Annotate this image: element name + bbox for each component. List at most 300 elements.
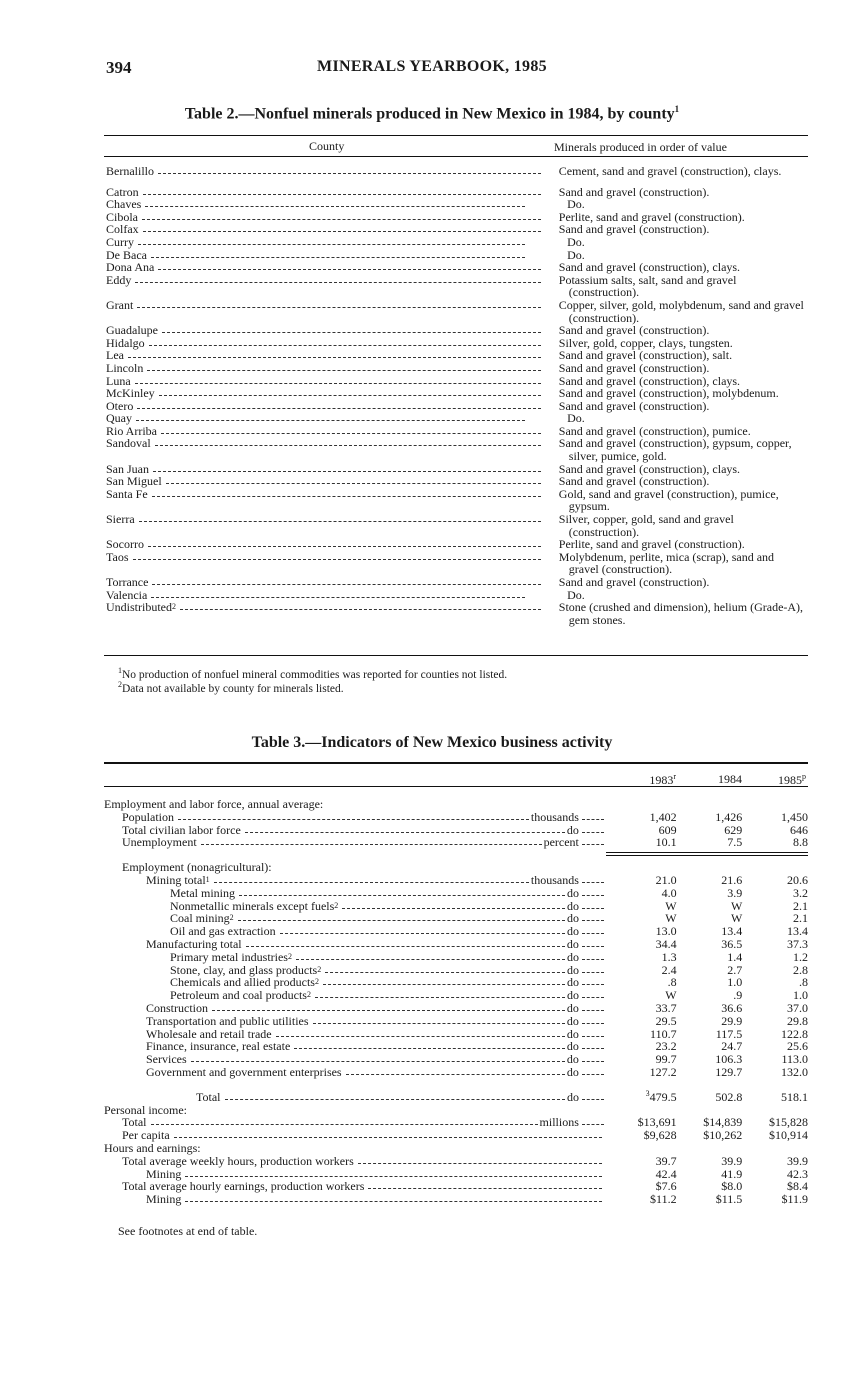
table-row xyxy=(104,1040,808,1053)
leader-dots xyxy=(135,375,541,384)
footnote-mark: 2 xyxy=(287,951,292,961)
value-text: 21.6 xyxy=(721,872,743,887)
leader-dots xyxy=(582,989,604,998)
minerals-cell: Sand and gravel (construction), clays. xyxy=(558,461,741,476)
unit-label: do xyxy=(566,936,579,951)
county-cell xyxy=(106,362,551,375)
table-row xyxy=(106,538,806,551)
leader-dots xyxy=(582,938,604,947)
minerals-cell: Do. xyxy=(567,587,585,602)
section-heading xyxy=(104,798,808,811)
row-label-text: Chemicals and allied products xyxy=(170,975,315,990)
table-row xyxy=(104,1155,808,1168)
value-text: 1.3 xyxy=(661,949,677,964)
county-name: Quay xyxy=(106,411,132,426)
value-text: $11.9 xyxy=(781,1192,808,1207)
county-cell xyxy=(106,186,551,199)
county-name: Hidalgo xyxy=(106,335,145,350)
value-text: 39.9 xyxy=(721,1153,743,1168)
leader-dots xyxy=(152,488,541,497)
minerals-cell: Sand and gravel (construction). xyxy=(558,474,710,489)
minerals-cell: Sand and gravel (construction). xyxy=(558,222,710,237)
value-text: 99.7 xyxy=(655,1052,677,1067)
minerals-cell: Perlite, sand and gravel (construction). xyxy=(558,209,745,224)
row-label xyxy=(104,836,604,849)
county-cell xyxy=(106,299,551,324)
value-text: 42.3 xyxy=(787,1166,808,1181)
county-cell xyxy=(106,551,551,576)
row-label xyxy=(104,1116,604,1129)
county-cell xyxy=(106,475,551,488)
table-row xyxy=(106,601,806,626)
leader-dots xyxy=(128,349,541,358)
row-label-text: Coal mining xyxy=(170,911,230,926)
value-text: $9,628 xyxy=(643,1128,677,1143)
leader-dots xyxy=(153,463,541,472)
county-cell xyxy=(106,425,551,438)
row-label-text: Construction xyxy=(146,1000,208,1015)
value-cell xyxy=(677,836,743,849)
table-row xyxy=(104,874,808,887)
leader-dots xyxy=(582,976,604,985)
leader-dots xyxy=(582,874,604,883)
leader-dots xyxy=(582,900,604,909)
value-text: W xyxy=(665,911,677,926)
minerals-cell: Stone (crushed and dimension), helium (Grade-A), gem stones. xyxy=(558,600,804,627)
value-text: 42.4 xyxy=(655,1166,677,1181)
county-cell xyxy=(106,488,551,513)
leader-dots xyxy=(151,249,525,258)
unit-label: do xyxy=(566,898,579,913)
value-text: 37.3 xyxy=(787,936,808,951)
value-text: $13,691 xyxy=(637,1115,677,1130)
value-text: 502.8 xyxy=(715,1089,743,1104)
row-label-text: Mining total xyxy=(146,872,206,887)
county-name: Chaves xyxy=(106,197,142,212)
row-label-text: Metal mining xyxy=(170,885,235,900)
value-text: $11.2 xyxy=(650,1192,677,1207)
table-row xyxy=(106,261,806,274)
value-text: 37.0 xyxy=(787,1000,808,1015)
county-name: Eddy xyxy=(106,272,132,287)
minerals-cell: Perlite, sand and gravel (construction). xyxy=(558,537,745,552)
county-footnote-mark: 2 xyxy=(172,602,176,612)
table-row xyxy=(106,236,806,249)
value-text: $15,828 xyxy=(769,1115,809,1130)
table-row xyxy=(106,274,806,299)
value-text: .8 xyxy=(798,975,808,990)
leader-dots xyxy=(149,337,541,346)
value-text: $10,914 xyxy=(769,1128,809,1143)
leader-dots xyxy=(582,1028,604,1037)
county-cell xyxy=(106,601,551,626)
leader-dots xyxy=(133,551,541,560)
table2-bottom-rule xyxy=(104,655,808,656)
table-row xyxy=(104,1066,808,1079)
leader-dots xyxy=(151,589,525,598)
value-text: 2.1 xyxy=(792,898,808,913)
county-name: Grant xyxy=(106,297,134,312)
minerals-cell: Silver, gold, copper, clays, tungsten. xyxy=(558,335,733,350)
row-label-text: Nonmetallic minerals except fuels xyxy=(170,898,335,913)
unit-label: do xyxy=(566,885,579,900)
leader-dots xyxy=(137,400,540,409)
footnote-mark: 2 xyxy=(306,990,311,1000)
value-text: 13.0 xyxy=(655,924,677,939)
county-name: Catron xyxy=(106,184,139,199)
county-name: Valencia xyxy=(106,587,148,602)
leader-dots xyxy=(166,475,541,484)
value-text: 23.2 xyxy=(655,1039,677,1054)
value-text: 479.5 xyxy=(649,1089,677,1104)
table-row xyxy=(106,551,806,576)
value-text: 20.6 xyxy=(787,872,808,887)
table-row xyxy=(104,824,808,837)
table-row xyxy=(106,513,806,538)
table-row xyxy=(106,198,806,211)
value-cell xyxy=(604,1066,677,1079)
leader-dots xyxy=(201,836,542,845)
unit-label: do xyxy=(566,911,579,926)
spacer xyxy=(104,1079,808,1091)
leader-dots xyxy=(238,912,565,921)
unit-label: do xyxy=(566,1026,579,1041)
see-footnotes: See footnotes at end of table. xyxy=(118,1224,258,1238)
unit-label: do xyxy=(566,1039,579,1054)
row-label-text: Transportation and public utilities xyxy=(146,1013,309,1028)
table-row xyxy=(106,576,806,589)
minerals-cell: Sand and gravel (construction), molybdenum. xyxy=(558,386,779,401)
leader-dots xyxy=(246,938,565,947)
leader-dots xyxy=(135,274,540,283)
county-cell xyxy=(106,165,551,178)
minerals-cell: Sand and gravel (construction). xyxy=(558,398,710,413)
col-1983: 1983$^r$ xyxy=(649,772,676,787)
table-row xyxy=(104,1015,808,1028)
county-cell xyxy=(106,576,551,589)
minerals-cell: Gold, sand and gravel (construction), pumice, gypsum. xyxy=(558,486,779,514)
unit-label: do xyxy=(566,1013,579,1028)
value-text: 29.9 xyxy=(721,1013,743,1028)
county-cell xyxy=(106,261,551,274)
leader-dots xyxy=(143,186,541,195)
value-text: 117.5 xyxy=(715,1026,743,1041)
leader-dots xyxy=(582,1002,604,1011)
leader-dots xyxy=(582,1053,604,1062)
value-text: 36.6 xyxy=(721,1000,743,1015)
value-text: 609 xyxy=(658,822,677,837)
leader-dots xyxy=(315,989,565,998)
unit-label: do xyxy=(566,924,579,939)
leader-dots xyxy=(148,538,541,547)
county-name: Rio Arriba xyxy=(106,423,157,438)
value-text: $8.4 xyxy=(787,1179,809,1194)
county-name: San Juan xyxy=(106,461,149,476)
leader-dots xyxy=(178,811,529,820)
footnote-mark: 2 xyxy=(314,977,319,987)
section-label: Personal income: xyxy=(104,1102,187,1117)
table-row xyxy=(106,362,806,375)
footnote-mark: 2 xyxy=(229,913,234,923)
leader-dots xyxy=(313,1015,565,1024)
county-cell xyxy=(106,538,551,551)
row-label-text: Petroleum and coal products xyxy=(170,988,307,1003)
table-row xyxy=(106,186,806,199)
value-text: 1,450 xyxy=(781,809,809,824)
table-row xyxy=(104,1129,808,1142)
value-text: 127.2 xyxy=(649,1064,677,1079)
value-text: 2.8 xyxy=(792,962,808,977)
value-text: 4.0 xyxy=(661,885,677,900)
table2-col-county: County xyxy=(309,139,345,153)
value-text: 39.9 xyxy=(787,1153,809,1168)
table-row xyxy=(104,811,808,824)
leader-dots xyxy=(582,951,604,960)
value-text: 10.1 xyxy=(655,835,677,850)
county-name: Otero xyxy=(106,398,134,413)
county-name: Curry xyxy=(106,234,134,249)
minerals-cell: Sand and gravel (construction), pumice. xyxy=(558,423,751,438)
row-label-text: Stone, clay, and glass products xyxy=(170,962,318,977)
leader-dots xyxy=(245,824,565,833)
row-label xyxy=(104,1129,604,1142)
minerals-cell: Copper, silver, gold, molybdenum, sand and gravel (construction). xyxy=(558,297,804,325)
value-text: 2.1 xyxy=(792,911,808,926)
county-cell xyxy=(106,223,551,236)
footnote-mark: 2 xyxy=(317,964,322,974)
table-row xyxy=(106,223,806,236)
minerals-cell: Do. xyxy=(567,411,585,426)
minerals-cell: Cement, sand and gravel (construction), clays. xyxy=(558,164,782,178)
page-number: 394 xyxy=(106,58,132,77)
value-text: 1.2 xyxy=(792,949,808,964)
value-text: 1.4 xyxy=(727,949,743,964)
minerals-cell: Do. xyxy=(567,247,585,262)
minerals-cell: Sand and gravel (construction), salt. xyxy=(558,348,733,363)
row-label xyxy=(104,1015,604,1028)
minerals-cell: Sand and gravel (construction), clays. xyxy=(558,260,741,275)
county-name: Luna xyxy=(106,373,131,388)
leader-dots xyxy=(212,1002,565,1011)
minerals-cell: Potassium salts, salt, sand and gravel (construction). xyxy=(558,272,737,300)
table-row xyxy=(106,299,806,324)
section-label: Employment and labor force, annual average: xyxy=(104,797,324,811)
value-text: W xyxy=(665,898,677,913)
leader-dots xyxy=(161,425,541,434)
table-row xyxy=(104,1088,808,1104)
value-text: 36.5 xyxy=(721,936,743,951)
county-cell xyxy=(106,274,551,299)
row-label-text: Mining xyxy=(146,1166,182,1181)
row-label-text: Finance, insurance, real estate xyxy=(146,1039,291,1054)
leader-dots xyxy=(276,1028,565,1037)
table2-title: Table 2.—Nonfuel minerals produced in New Mexico in 1984, by county$^1$ xyxy=(184,104,680,123)
table2-header-rule xyxy=(104,156,808,157)
value-text: 1,402 xyxy=(649,809,677,824)
leader-dots xyxy=(136,412,525,421)
unit-label: do xyxy=(566,962,579,977)
value-text: 1,426 xyxy=(715,809,743,824)
county-name: Lea xyxy=(106,348,124,363)
row-label-text: Total civilian labor force xyxy=(122,822,241,837)
double-rule xyxy=(606,852,808,856)
value-text: 129.7 xyxy=(715,1064,743,1079)
row-label-text: Total average weekly hours, production workers xyxy=(122,1153,354,1168)
county-cell xyxy=(106,375,551,388)
value-text: 7.5 xyxy=(727,835,743,850)
table2-col-minerals: Minerals produced in order of value xyxy=(554,140,727,154)
value-cell xyxy=(604,1088,677,1104)
value-text: 2.7 xyxy=(727,962,743,977)
county-name: Bernalillo xyxy=(106,164,154,178)
section-heading xyxy=(104,861,808,874)
row-label xyxy=(104,811,604,824)
unit-label: millions xyxy=(539,1115,579,1130)
county-cell xyxy=(106,211,551,224)
leader-dots xyxy=(239,887,565,896)
value-cell xyxy=(677,1066,743,1079)
row-label xyxy=(104,938,604,951)
leader-dots xyxy=(158,261,540,270)
unit-label: do xyxy=(567,1089,579,1104)
leader-dots xyxy=(582,1015,604,1024)
value-text: 24.7 xyxy=(721,1039,743,1054)
row-label-text: Manufacturing total xyxy=(146,936,242,951)
leader-dots xyxy=(155,437,541,446)
table-row xyxy=(104,938,808,951)
value-text: 21.0 xyxy=(655,872,677,887)
leader-dots xyxy=(582,811,604,820)
table3-header-rule xyxy=(104,786,808,787)
minerals-cell: Sand and gravel (construction), gypsum, copper, silver, pumice, gold. xyxy=(558,436,792,464)
leader-dots xyxy=(159,387,541,396)
row-label-text: Total xyxy=(196,1089,221,1104)
value-text: $11.5 xyxy=(715,1192,743,1207)
row-label xyxy=(104,1002,604,1015)
value-text: .8 xyxy=(667,975,677,990)
county-name: Guadalupe xyxy=(106,323,158,338)
value-cell xyxy=(742,1129,808,1142)
leader-dots xyxy=(139,513,541,522)
county-cell xyxy=(106,324,551,337)
table2-body xyxy=(106,165,806,626)
table-row xyxy=(104,836,808,849)
value-text: $8.0 xyxy=(721,1179,743,1194)
leader-dots xyxy=(185,1168,602,1177)
value-text: W xyxy=(665,988,677,1003)
leader-dots xyxy=(582,836,604,845)
value-text: 518.1 xyxy=(780,1089,808,1104)
table-row xyxy=(106,324,806,337)
row-label xyxy=(104,1155,604,1168)
footnote-1: $^1$No production of nonfuel mineral commodities was reported for counties not listed. xyxy=(118,666,508,681)
value-text: 39.7 xyxy=(655,1153,677,1168)
footnote-mark: 1 xyxy=(205,874,210,884)
unit-label: do xyxy=(566,975,579,990)
table-row xyxy=(104,1180,808,1193)
leader-dots xyxy=(582,824,604,833)
county-name: McKinley xyxy=(106,386,155,401)
value-text: 1.0 xyxy=(792,988,808,1003)
table3-top-rule xyxy=(104,762,808,764)
row-label-text: Total average hourly earnings, production workers xyxy=(122,1179,365,1194)
value-text: $7.6 xyxy=(655,1179,677,1194)
county-cell xyxy=(106,249,535,262)
value-text: 33.7 xyxy=(655,1000,677,1015)
row-label xyxy=(104,1091,604,1104)
county-name: Santa Fe xyxy=(106,486,148,501)
value-text: 41.9 xyxy=(721,1166,743,1181)
county-name: Cibola xyxy=(106,209,138,224)
value-text: 13.4 xyxy=(721,924,743,939)
county-name: Socorro xyxy=(106,537,144,552)
page-header xyxy=(0,58,864,80)
county-name: Sandoval xyxy=(106,436,151,451)
row-label-text: Mining xyxy=(146,1192,182,1207)
county-name: Torrance xyxy=(106,575,149,589)
table2-top-rule xyxy=(104,135,808,136)
running-title: MINERALS YEARBOOK, 1985 xyxy=(317,58,547,75)
county-cell xyxy=(106,198,535,211)
table-row xyxy=(104,1193,808,1206)
row-label-text: Primary metal industries xyxy=(170,949,288,964)
value-cell xyxy=(677,1193,743,1206)
row-label xyxy=(104,874,604,887)
minerals-cell: Sand and gravel (construction). xyxy=(558,184,710,199)
leader-dots xyxy=(582,1116,604,1125)
leader-dots xyxy=(191,1053,565,1062)
county-cell xyxy=(106,513,551,538)
leader-dots xyxy=(323,976,565,985)
leader-dots xyxy=(214,874,529,883)
leader-dots xyxy=(137,299,540,308)
value-text: 646 xyxy=(790,822,809,837)
unit-label: do xyxy=(566,1052,579,1067)
leader-dots xyxy=(346,1066,565,1075)
county-name: San Miguel xyxy=(106,474,162,489)
section-heading xyxy=(104,1142,808,1155)
county-cell xyxy=(106,400,551,413)
col-1985: 1985$^p$ xyxy=(778,772,806,787)
row-label-text: Total xyxy=(122,1115,147,1130)
value-text: 3.9 xyxy=(727,885,743,900)
value-text: 34.4 xyxy=(655,936,677,951)
value-text: 113.0 xyxy=(781,1052,808,1067)
value-text: W xyxy=(730,911,743,926)
minerals-cell: Sand and gravel (construction). xyxy=(558,360,710,375)
table-row xyxy=(106,165,806,178)
county-cell xyxy=(106,337,551,350)
row-label-text: Unemployment xyxy=(122,835,197,850)
leader-dots xyxy=(225,1091,566,1100)
county-name: Lincoln xyxy=(106,360,144,375)
minerals-cell: Silver, copper, gold, sand and gravel (construction). xyxy=(558,512,734,539)
county-name: Taos xyxy=(106,549,129,564)
minerals-cell: Sand and gravel (construction), clays. xyxy=(558,373,741,388)
table3-title: Table 3.—Indicators of New Mexico business activity xyxy=(251,734,613,751)
table-row xyxy=(106,387,806,400)
leader-dots xyxy=(143,223,541,232)
section-label: Employment (nonagricultural): xyxy=(122,860,272,875)
row-label-text: Per capita xyxy=(122,1128,170,1143)
table-row xyxy=(106,400,806,413)
value-text: 110.7 xyxy=(650,1026,677,1041)
leader-dots xyxy=(142,211,541,220)
value-text: 13.4 xyxy=(786,924,808,939)
footnote-2: $^2$Data not available by county for minerals listed. xyxy=(118,680,344,695)
leader-dots xyxy=(582,912,604,921)
minerals-cell: Do. xyxy=(567,234,585,249)
